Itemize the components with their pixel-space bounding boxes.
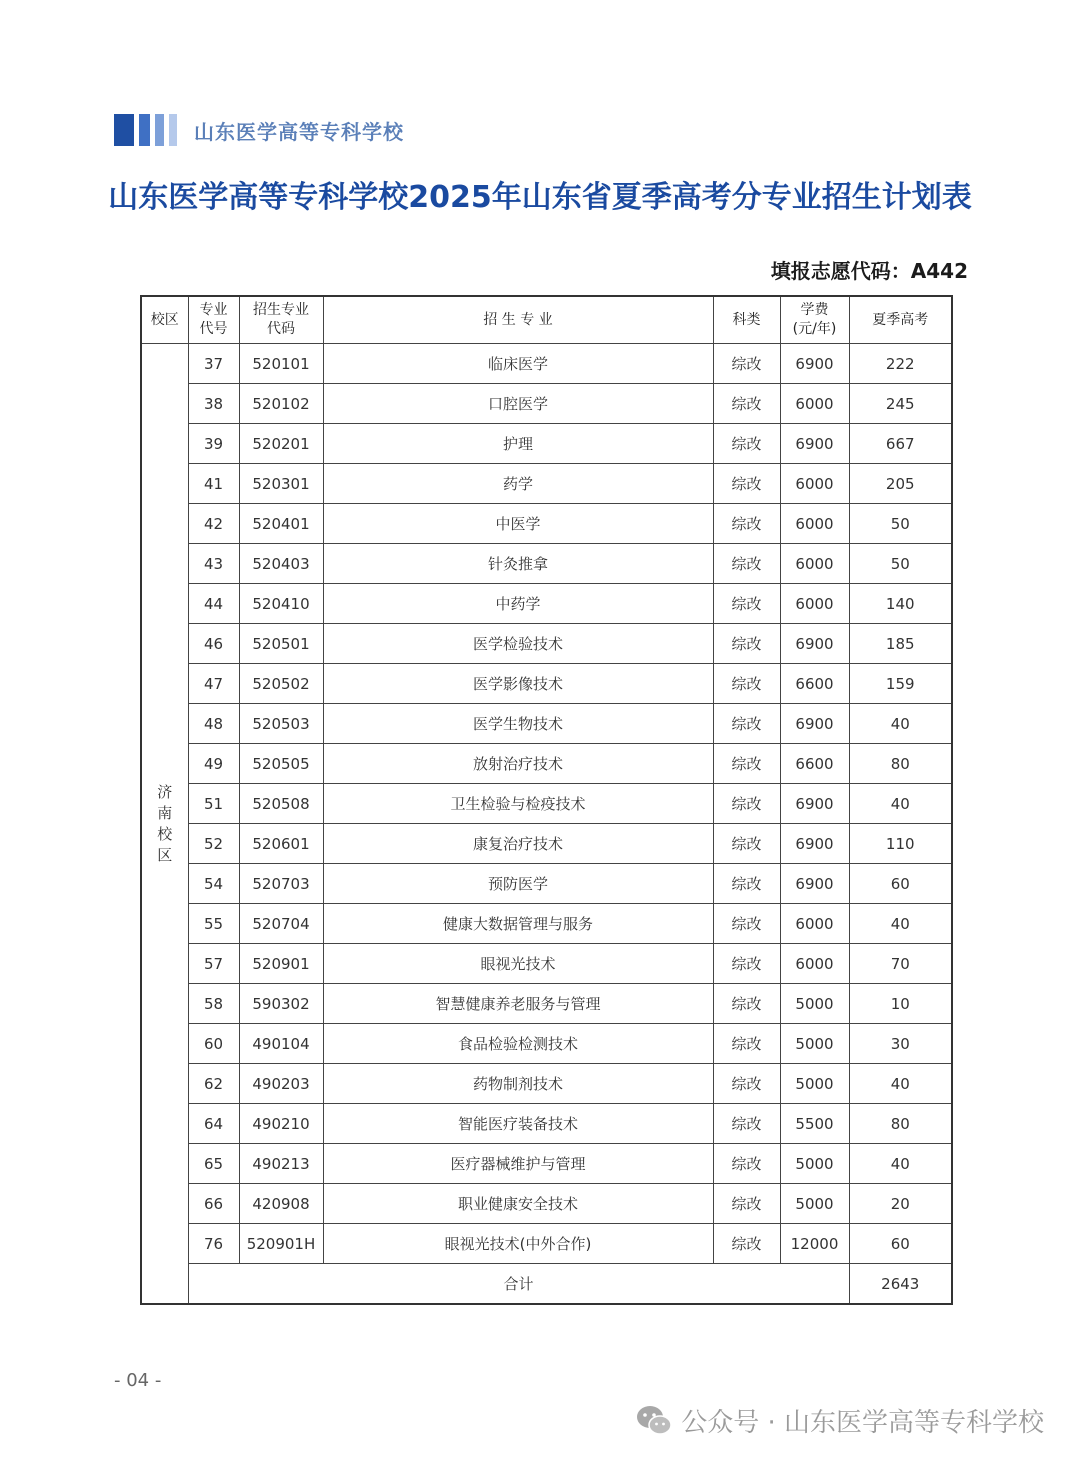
cell-major-code: 43 [188,544,239,584]
cell-major-code: 37 [188,344,239,384]
cell-tuition: 6000 [780,944,849,984]
cell-major-code: 58 [188,984,239,1024]
campus-cell [141,344,188,1305]
cell-tuition: 6900 [780,864,849,904]
table-row [141,584,952,624]
wechat-watermark [635,1402,1044,1439]
cell-quota: 205 [849,464,952,504]
header-category: 科类 [713,296,780,344]
table-row [141,344,952,384]
cell-enroll-code: 520505 [239,744,323,784]
cell-quota: 70 [849,944,952,984]
cell-quota: 40 [849,784,952,824]
cell-major-code: 49 [188,744,239,784]
cell-major: 医学影像技术 [323,664,713,704]
header-campus: 校区 [141,296,188,344]
header-major: 招 生 专 业 [323,296,713,344]
cell-major: 口腔医学 [323,384,713,424]
cell-major-code: 76 [188,1224,239,1264]
cell-category: 综改 [713,624,780,664]
watermark-text: 公众号 · 山东医学高等专科学校 [681,1408,1044,1438]
header-major-code: 专业代号 [188,296,239,344]
cell-enroll-code: 520101 [239,344,323,384]
cell-quota: 60 [849,1224,952,1264]
brand-bars-logo [114,114,182,146]
cell-enroll-code: 520703 [239,864,323,904]
table-row [141,504,952,544]
cell-tuition: 6600 [780,744,849,784]
cell-major-code: 38 [188,384,239,424]
cell-major-code: 42 [188,504,239,544]
table-row [141,944,952,984]
cell-quota: 80 [849,744,952,784]
cell-enroll-code: 520401 [239,504,323,544]
table-row [141,1224,952,1264]
cell-tuition: 6900 [780,424,849,464]
cell-enroll-code: 490104 [239,1024,323,1064]
cell-major: 职业健康安全技术 [323,1184,713,1224]
cell-major: 医疗器械维护与管理 [323,1144,713,1184]
cell-quota: 30 [849,1024,952,1064]
cell-category: 综改 [713,464,780,504]
cell-major-code: 65 [188,1144,239,1184]
header-enroll-code: 招生专业代码 [239,296,323,344]
cell-major-code: 60 [188,1024,239,1064]
cell-tuition: 6000 [780,504,849,544]
cell-major-code: 55 [188,904,239,944]
cell-enroll-code: 520201 [239,424,323,464]
cell-enroll-code: 490213 [239,1144,323,1184]
wechat-icon [635,1404,673,1438]
table-row [141,664,952,704]
cell-major-code: 64 [188,1104,239,1144]
table-row [141,904,952,944]
cell-enroll-code: 590302 [239,984,323,1024]
cell-tuition: 6900 [780,784,849,824]
cell-major-code: 44 [188,584,239,624]
cell-category: 综改 [713,1104,780,1144]
cell-enroll-code: 490210 [239,1104,323,1144]
cell-category: 综改 [713,664,780,704]
cell-quota: 20 [849,1184,952,1224]
cell-major: 食品检验检测技术 [323,1024,713,1064]
cell-category: 综改 [713,824,780,864]
cell-quota: 110 [849,824,952,864]
table-row [141,704,952,744]
brand-school-name: 山东医学高等专科学校 [194,119,404,144]
cell-tuition: 6000 [780,544,849,584]
header-quota: 夏季高考 [849,296,952,344]
cell-quota: 667 [849,424,952,464]
cell-category: 综改 [713,984,780,1024]
cell-quota: 40 [849,1144,952,1184]
cell-quota: 159 [849,664,952,704]
cell-major: 卫生检验与检疫技术 [323,784,713,824]
cell-tuition: 6900 [780,344,849,384]
table-header-row [141,296,952,344]
cell-quota: 40 [849,704,952,744]
cell-tuition: 5000 [780,984,849,1024]
page-number: - 04 - [114,1370,162,1391]
cell-major-code: 52 [188,824,239,864]
cell-enroll-code: 520901 [239,944,323,984]
cell-enroll-code: 520901H [239,1224,323,1264]
table-row [141,784,952,824]
cell-quota: 40 [849,904,952,944]
cell-enroll-code: 520501 [239,624,323,664]
cell-tuition: 5000 [780,1144,849,1184]
cell-quota: 40 [849,1064,952,1104]
table-row [141,1144,952,1184]
table-row [141,824,952,864]
cell-tuition: 6000 [780,904,849,944]
cell-category: 综改 [713,704,780,744]
cell-category: 综改 [713,1184,780,1224]
cell-category: 综改 [713,1024,780,1064]
cell-category: 综改 [713,1224,780,1264]
cell-major: 针灸推拿 [323,544,713,584]
table-row [141,744,952,784]
total-value: 2643 [849,1264,952,1305]
cell-major-code: 54 [188,864,239,904]
cell-quota: 245 [849,384,952,424]
cell-major-code: 47 [188,664,239,704]
cell-enroll-code: 520410 [239,584,323,624]
total-label: 合计 [188,1264,849,1305]
cell-category: 综改 [713,344,780,384]
table-row [141,1064,952,1104]
cell-category: 综改 [713,384,780,424]
header-tuition: 学费(元/年) [780,296,849,344]
cell-enroll-code: 520508 [239,784,323,824]
cell-enroll-code: 520704 [239,904,323,944]
cell-major-code: 41 [188,464,239,504]
cell-category: 综改 [713,1064,780,1104]
cell-enroll-code: 420908 [239,1184,323,1224]
total-row [141,1264,952,1305]
table-row [141,1024,952,1064]
cell-tuition: 5500 [780,1104,849,1144]
cell-major: 康复治疗技术 [323,824,713,864]
cell-category: 综改 [713,864,780,904]
cell-enroll-code: 520503 [239,704,323,744]
cell-tuition: 5000 [780,1024,849,1064]
enrollment-plan-table [140,295,953,1305]
cell-enroll-code: 520301 [239,464,323,504]
cell-tuition: 5000 [780,1184,849,1224]
cell-major: 预防医学 [323,864,713,904]
cell-major: 护理 [323,424,713,464]
cell-major: 药物制剂技术 [323,1064,713,1104]
cell-major: 药学 [323,464,713,504]
cell-enroll-code: 490203 [239,1064,323,1104]
cell-major-code: 48 [188,704,239,744]
cell-category: 综改 [713,544,780,584]
cell-tuition: 6000 [780,384,849,424]
cell-major-code: 57 [188,944,239,984]
cell-category: 综改 [713,584,780,624]
cell-tuition: 6900 [780,624,849,664]
cell-quota: 140 [849,584,952,624]
cell-category: 综改 [713,744,780,784]
cell-major: 医学检验技术 [323,624,713,664]
cell-tuition: 12000 [780,1224,849,1264]
application-code: 填报志愿代码：A442 [770,259,968,283]
cell-quota: 60 [849,864,952,904]
cell-tuition: 6000 [780,464,849,504]
table-row [141,1184,952,1224]
cell-major-code: 51 [188,784,239,824]
cell-quota: 222 [849,344,952,384]
table-row [141,384,952,424]
cell-enroll-code: 520102 [239,384,323,424]
cell-tuition: 5000 [780,1064,849,1104]
cell-category: 综改 [713,1144,780,1184]
cell-major-code: 66 [188,1184,239,1224]
cell-major: 医学生物技术 [323,704,713,744]
cell-enroll-code: 520502 [239,664,323,704]
cell-quota: 50 [849,544,952,584]
cell-major: 眼视光技术(中外合作) [323,1224,713,1264]
table-row [141,544,952,584]
cell-major: 放射治疗技术 [323,744,713,784]
cell-quota: 10 [849,984,952,1024]
page-title: 山东医学高等专科学校2025年山东省夏季高考分专业招生计划表 [108,180,972,215]
table-row [141,464,952,504]
cell-tuition: 6600 [780,664,849,704]
cell-major-code: 46 [188,624,239,664]
cell-category: 综改 [713,784,780,824]
cell-tuition: 6900 [780,704,849,744]
cell-tuition: 6900 [780,824,849,864]
school-brand [114,114,404,146]
cell-major: 中药学 [323,584,713,624]
table-row [141,864,952,904]
cell-quota: 50 [849,504,952,544]
cell-tuition: 6000 [780,584,849,624]
cell-quota: 185 [849,624,952,664]
campus-name: 济南校区 [157,782,173,864]
cell-category: 综改 [713,504,780,544]
cell-major: 中医学 [323,504,713,544]
cell-enroll-code: 520601 [239,824,323,864]
table-row [141,984,952,1024]
cell-enroll-code: 520403 [239,544,323,584]
cell-major-code: 62 [188,1064,239,1104]
cell-major: 眼视光技术 [323,944,713,984]
cell-major: 健康大数据管理与服务 [323,904,713,944]
table-row [141,424,952,464]
table-row [141,624,952,664]
cell-category: 综改 [713,424,780,464]
cell-category: 综改 [713,944,780,984]
cell-category: 综改 [713,904,780,944]
cell-major: 临床医学 [323,344,713,384]
cell-major: 智能医疗装备技术 [323,1104,713,1144]
cell-quota: 80 [849,1104,952,1144]
table-row [141,1104,952,1144]
cell-major: 智慧健康养老服务与管理 [323,984,713,1024]
cell-major-code: 39 [188,424,239,464]
